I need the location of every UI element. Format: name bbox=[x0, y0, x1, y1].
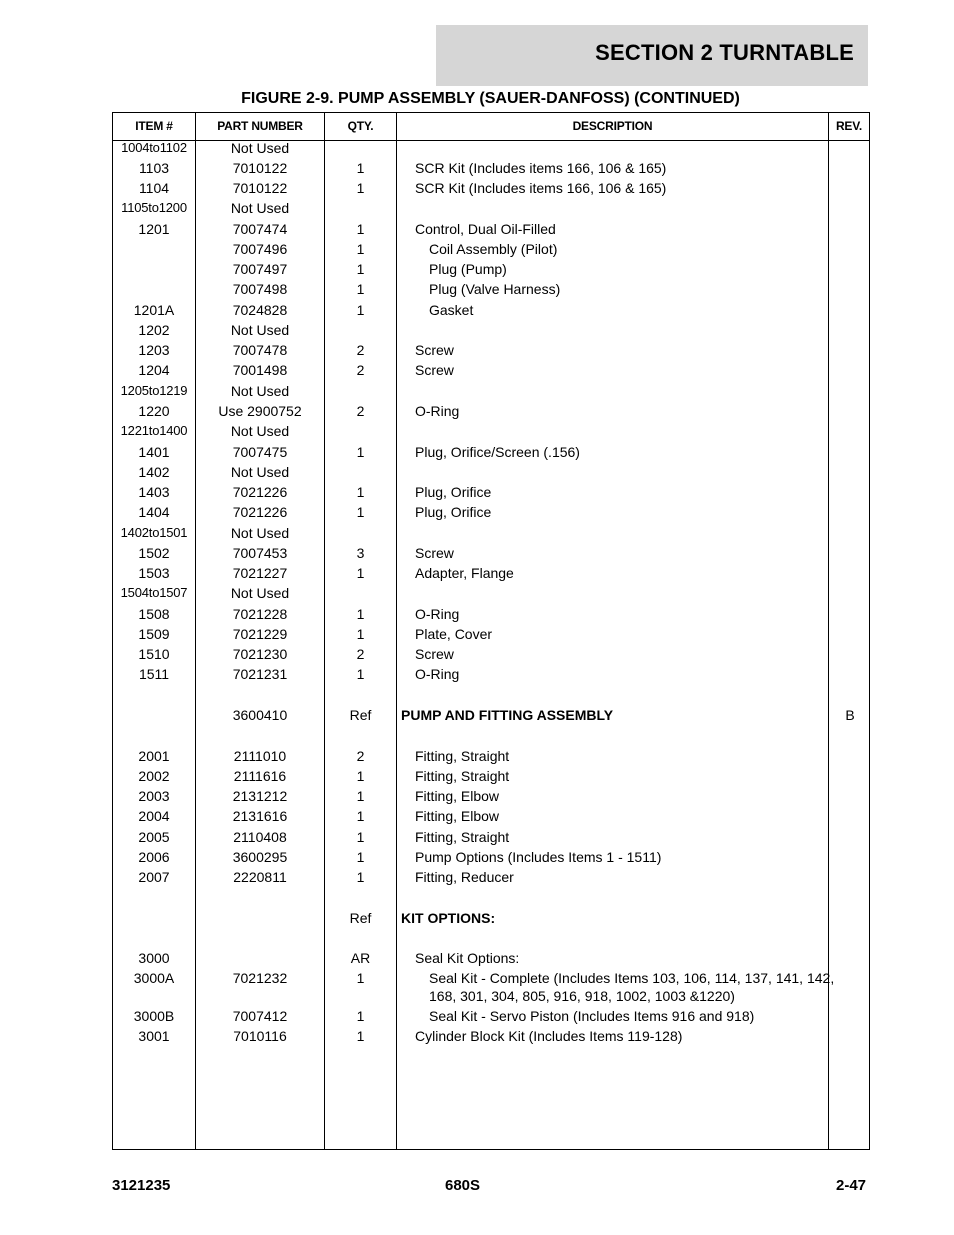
cell-part-number: 7021231 bbox=[232, 666, 288, 682]
cell-quantity: 1 bbox=[356, 504, 365, 520]
cell-item-number: 1004to1102 bbox=[121, 140, 187, 155]
cell-item-number: 1205to1219 bbox=[120, 383, 188, 398]
cell-quantity: AR bbox=[350, 950, 371, 966]
cell-description: Coil Assembly (Pilot) bbox=[429, 241, 558, 257]
cell-description: Screw bbox=[415, 362, 454, 378]
cell-description: Seal Kit Options: bbox=[415, 950, 520, 966]
cell-description: Screw bbox=[415, 545, 454, 561]
cell-quantity: 1 bbox=[356, 444, 365, 460]
figure-title: FIGURE 2-9. PUMP ASSEMBLY (SAUER-DANFOSS) (CONTINUED) bbox=[241, 90, 740, 107]
cell-part-number: Not Used bbox=[230, 525, 290, 541]
cell-quantity: 2 bbox=[356, 362, 365, 378]
cell-item-number: 2006 bbox=[138, 849, 170, 865]
cell-item-number: 1502 bbox=[138, 545, 170, 561]
cell-quantity: 1 bbox=[356, 180, 365, 196]
cell-part-number: 7024828 bbox=[232, 302, 288, 318]
column-header-qty: QTY. bbox=[347, 119, 374, 133]
cell-part-number: Not Used bbox=[230, 140, 290, 156]
cell-item-number: 1201 bbox=[138, 221, 170, 237]
cell-description: PUMP AND FITTING ASSEMBLY bbox=[401, 707, 614, 723]
cell-part-number: 7021232 bbox=[232, 970, 288, 986]
cell-quantity: 1 bbox=[356, 484, 365, 500]
cell-item-number: 1503 bbox=[138, 565, 170, 581]
cell-part-number: 7021229 bbox=[232, 626, 288, 642]
cell-quantity: 1 bbox=[356, 849, 365, 865]
cell-part-number: 7021226 bbox=[232, 504, 288, 520]
cell-part-number: 7007497 bbox=[232, 261, 288, 277]
cell-item-number: 2007 bbox=[138, 869, 170, 885]
cell-part-number: 7021228 bbox=[232, 606, 288, 622]
cell-description: Adapter, Flange bbox=[415, 565, 514, 581]
cell-item-number: 1510 bbox=[138, 646, 170, 662]
cell-part-number: 7021226 bbox=[232, 484, 288, 500]
cell-part-number: 7007474 bbox=[232, 221, 288, 237]
cell-part-number: 2220811 bbox=[233, 869, 287, 885]
cell-item-number: 1204 bbox=[138, 362, 170, 378]
cell-item-number: 3000 bbox=[138, 950, 170, 966]
cell-part-number: Not Used bbox=[230, 200, 290, 216]
cell-quantity: 1 bbox=[356, 1008, 365, 1024]
cell-item-number: 1105to1200 bbox=[121, 200, 187, 215]
cell-description: SCR Kit (Includes items 166, 106 & 165) bbox=[415, 180, 667, 196]
cell-description: O-Ring bbox=[415, 403, 460, 419]
cell-description: Fitting, Elbow bbox=[415, 788, 500, 804]
cell-description: Cylinder Block Kit (Includes Items 119-128) bbox=[415, 1028, 683, 1044]
cell-description: KIT OPTIONS: bbox=[401, 910, 496, 926]
cell-part-number: 7007498 bbox=[232, 281, 288, 297]
cell-item-number: 3000B bbox=[133, 1008, 175, 1024]
cell-part-number: 7007412 bbox=[232, 1008, 288, 1024]
column-header-part-number: PART NUMBER bbox=[217, 119, 303, 133]
cell-part-number: 2111010 bbox=[233, 748, 287, 764]
cell-item-number: 1402to1501 bbox=[120, 525, 188, 540]
cell-part-number: 7007496 bbox=[232, 241, 288, 257]
cell-item-number: 1201A bbox=[133, 302, 175, 318]
cell-description: Fitting, Straight bbox=[415, 768, 510, 784]
cell-description: Seal Kit - Servo Piston (Includes Items 916 and 918) bbox=[429, 1008, 755, 1024]
cell-quantity: 1 bbox=[356, 788, 365, 804]
section-title: SECTION 2 TURNTABLE bbox=[595, 40, 854, 65]
cell-quantity: 3 bbox=[356, 545, 365, 561]
cell-quantity: 1 bbox=[356, 808, 365, 824]
cell-description: Plug, Orifice/Screen (.156) bbox=[415, 444, 580, 460]
cell-item-number: 3001 bbox=[138, 1028, 170, 1044]
page-number: 2-47 bbox=[836, 1177, 867, 1194]
cell-part-number: 7021230 bbox=[232, 646, 288, 662]
cell-quantity: 1 bbox=[356, 281, 365, 297]
cell-item-number: 2001 bbox=[138, 748, 170, 764]
cell-part-number: 2131616 bbox=[232, 808, 288, 824]
cell-quantity: 2 bbox=[356, 646, 365, 662]
cell-quantity: 1 bbox=[356, 666, 365, 682]
column-header-description: DESCRIPTION bbox=[572, 119, 653, 133]
cell-part-number: 2110408 bbox=[233, 829, 287, 845]
cell-part-number: Not Used bbox=[230, 464, 290, 480]
cell-description: O-Ring bbox=[415, 606, 460, 622]
cell-quantity: 1 bbox=[356, 221, 365, 237]
cell-part-number: Use 2900752 bbox=[218, 403, 302, 419]
document-number: 3121235 bbox=[112, 1177, 171, 1194]
cell-quantity: 1 bbox=[356, 829, 365, 845]
cell-part-number: 2111616 bbox=[233, 768, 287, 784]
cell-part-number: Not Used bbox=[230, 383, 290, 399]
cell-description: Fitting, Reducer bbox=[415, 869, 514, 885]
cell-quantity: 1 bbox=[356, 261, 365, 277]
cell-item-number: 1104 bbox=[138, 180, 170, 196]
cell-item-number: 1404 bbox=[138, 504, 170, 520]
cell-part-number: 7010122 bbox=[232, 160, 288, 176]
cell-quantity: 1 bbox=[356, 302, 365, 318]
cell-part-number: Not Used bbox=[230, 585, 290, 601]
cell-part-number: Not Used bbox=[230, 423, 290, 439]
cell-quantity: 1 bbox=[356, 1028, 365, 1044]
cell-part-number: 7001498 bbox=[232, 362, 288, 378]
cell-part-number: 3600295 bbox=[232, 849, 288, 865]
cell-part-number: 7010122 bbox=[232, 180, 288, 196]
cell-item-number: 1220 bbox=[138, 403, 170, 419]
cell-quantity: 1 bbox=[356, 160, 365, 176]
cell-item-number: 1508 bbox=[138, 606, 170, 622]
cell-item-number: 1403 bbox=[138, 484, 170, 500]
cell-quantity: 1 bbox=[356, 970, 365, 986]
cell-part-number: 7007475 bbox=[232, 444, 288, 460]
model-name: 680S bbox=[445, 1177, 481, 1194]
cell-part-number: 7007478 bbox=[232, 342, 288, 358]
cell-item-number: 1509 bbox=[138, 626, 170, 642]
column-header-rev: REV. bbox=[835, 119, 863, 133]
cell-description: Seal Kit - Complete (Includes Items 103, 106, 114, 137, 141, 142, 168, 301, 304, 805, 916, 918, 1002, 1003 &1220) bbox=[429, 970, 835, 1004]
cell-item-number: 2005 bbox=[138, 829, 170, 845]
cell-part-number: 7007453 bbox=[232, 545, 288, 561]
cell-item-number: 1511 bbox=[138, 666, 170, 682]
cell-part-number: 2131212 bbox=[232, 788, 288, 804]
cell-description: Plate, Cover bbox=[415, 626, 493, 642]
cell-quantity: Ref bbox=[349, 910, 372, 926]
cell-quantity: 1 bbox=[356, 626, 365, 642]
cell-item-number: 1103 bbox=[138, 160, 170, 176]
cell-item-number: 1202 bbox=[138, 322, 170, 338]
cell-part-number: 3600410 bbox=[232, 707, 288, 723]
cell-description: Plug, Orifice bbox=[415, 484, 492, 500]
cell-part-number: Not Used bbox=[230, 322, 290, 338]
section-header bbox=[436, 25, 868, 86]
cell-item-number: 2003 bbox=[138, 788, 170, 804]
cell-item-number: 1203 bbox=[138, 342, 170, 358]
cell-part-number: 7010116 bbox=[233, 1028, 287, 1044]
cell-item-number: 2004 bbox=[138, 808, 170, 824]
parts-table bbox=[112, 112, 870, 1150]
cell-quantity: 2 bbox=[356, 403, 365, 419]
cell-description: SCR Kit (Includes items 166, 106 & 165) bbox=[415, 160, 667, 176]
column-header-item: ITEM # bbox=[135, 119, 173, 133]
cell-quantity: 1 bbox=[356, 768, 365, 784]
cell-quantity: 1 bbox=[356, 869, 365, 885]
cell-description: Fitting, Elbow bbox=[415, 808, 500, 824]
cell-description: Screw bbox=[415, 342, 454, 358]
cell-description: Fitting, Straight bbox=[415, 829, 510, 845]
cell-quantity: 2 bbox=[356, 748, 365, 764]
cell-description: Control, Dual Oil-Filled bbox=[415, 221, 556, 237]
cell-quantity: 2 bbox=[356, 342, 365, 358]
cell-description: Screw bbox=[415, 646, 454, 662]
cell-item-number: 1221to1400 bbox=[120, 423, 188, 438]
cell-quantity: Ref bbox=[349, 707, 372, 723]
cell-revision: B bbox=[845, 707, 855, 723]
cell-description: Pump Options (Includes Items 1 - 1511) bbox=[415, 849, 662, 865]
cell-description: Gasket bbox=[429, 302, 474, 318]
cell-item-number: 3000A bbox=[133, 970, 175, 986]
cell-description: Plug, Orifice bbox=[415, 504, 492, 520]
cell-quantity: 1 bbox=[356, 606, 365, 622]
cell-description: Plug (Pump) bbox=[429, 261, 507, 277]
cell-description: O-Ring bbox=[415, 666, 460, 682]
cell-item-number: 1504to1507 bbox=[120, 585, 188, 600]
cell-description: Plug (Valve Harness) bbox=[429, 281, 561, 297]
cell-quantity: 1 bbox=[356, 241, 365, 257]
cell-quantity: 1 bbox=[356, 565, 365, 581]
cell-item-number: 2002 bbox=[138, 768, 170, 784]
cell-item-number: 1402 bbox=[138, 464, 170, 480]
cell-item-number: 1401 bbox=[138, 444, 170, 460]
cell-description: Fitting, Straight bbox=[415, 748, 510, 764]
cell-part-number: 7021227 bbox=[232, 565, 288, 581]
column-divider bbox=[396, 113, 397, 1149]
